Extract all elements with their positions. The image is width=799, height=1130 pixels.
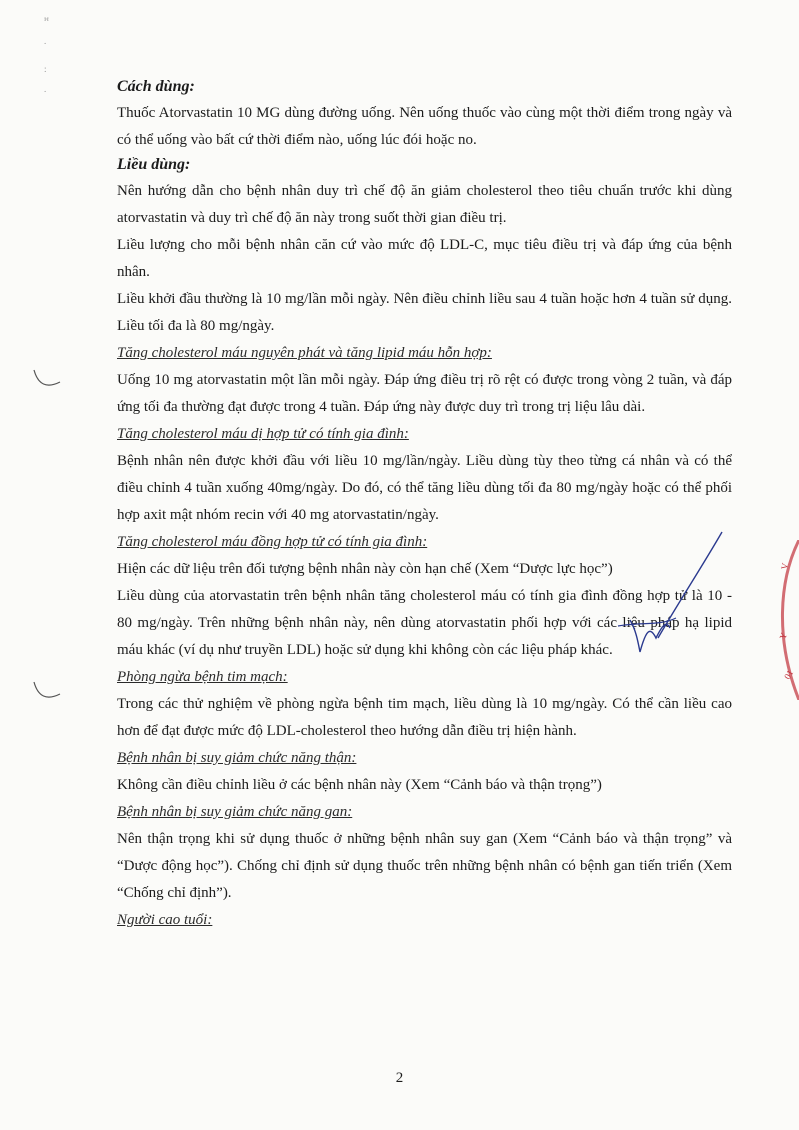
section-heading: Liều dùng: (117, 156, 191, 173)
paragraph: Thuốc Atorvastatin 10 MG dùng đường uống. Nên uống thuốc vào cùng một thời điểm trong ngày và có thể uống vào bất cứ thời điểm nào, uống lúc đói hoặc no. (117, 105, 732, 148)
svg-text:V: V (779, 562, 791, 571)
page-number: 2 (395, 1070, 404, 1086)
svg-text:01: 01 (782, 668, 796, 681)
paragraph: Nên hướng dẫn cho bệnh nhân duy trì chế độ ăn giảm cholesterol theo tiêu chuẩn trước khi dùng atorvastatin và duy trì chế độ ăn này trong suốt thời gian điều trị. (117, 183, 732, 226)
scan-margin-marks (20, 10, 80, 730)
paragraph: Bệnh nhân nên được khởi đầu với liều 10 mg/lần/ngày. Liều dùng tùy theo từng cá nhân và có thể điều chỉnh 4 tuần xuống 40mg/ngày. Do đó, có thể tăng liều dùng tối đa 80 mg/ngày hoặc có thể phối hợp axit mật nhóm recin với 40 mg atorvastatin/ngày. (117, 453, 732, 523)
paragraph: Uống 10 mg atorvastatin một lần mỗi ngày. Đáp ứng điều trị rõ rệt có được trong vòng 2 tuần, và đáp ứng tối đa thường đạt được trong 4 tuần. Đáp ứng này được duy trì trong trị liệu lâu dài. (117, 372, 732, 415)
handwritten-signature (610, 530, 740, 670)
subsection-heading: Người cao tuổi: (117, 912, 213, 928)
svg-text:Y: Y (777, 631, 790, 641)
paragraph: Liều dùng của atorvastatin trên bệnh nhân tăng cholesterol máu có tính gia đình đồng hợp tử là 10 - 80 mg/ngày. Trên những bệnh nhân này, nên dùng atorvastatin phối hợp với các liệu pháp hạ lipid máu khác (ví dụ như truyền LDL) hoặc sử dụng khi không còn các liệu pháp khác. (117, 588, 732, 658)
paragraph: Không cần điều chỉnh liều ở các bệnh nhân này (Xem “Cảnh báo và thận trọng”) (117, 777, 602, 793)
subsection-heading: Tăng cholesterol máu dị hợp tử có tính gia đình: (117, 426, 409, 442)
paragraph: Trong các thử nghiệm về phòng ngừa bệnh tim mạch, liều dùng là 10 mg/ngày. Có thể cần liều cao hơn để đạt được mức độ LDL-cholesterol theo hướng dẫn điều trị hiện hành. (117, 696, 732, 739)
subsection-heading: Phòng ngừa bệnh tim mạch: (117, 669, 288, 685)
subsection-heading: Tăng cholesterol máu đồng hợp tử có tính gia đình: (117, 534, 428, 550)
subsection-heading: Tăng cholesterol máu nguyên phát và tăng lipid máu hỗn hợp: (117, 345, 492, 361)
svg-text:ꟸ: ꟸ (44, 16, 49, 26)
paragraph: Liều khởi đầu thường là 10 mg/lần mỗi ngày. Nên điều chỉnh liều sau 4 tuần hoặc hơn 4 tuần sử dụng. Liều tối đa là 80 mg/ngày. (117, 291, 732, 334)
svg-text:.: . (44, 36, 47, 46)
document-body (117, 76, 732, 934)
subsection-heading: Bệnh nhân bị suy giảm chức năng thận: (117, 750, 357, 766)
svg-text:.: . (44, 84, 47, 94)
svg-text::: : (44, 64, 47, 74)
subsection-heading: Bệnh nhân bị suy giảm chức năng gan: (117, 804, 353, 820)
paragraph: Hiện các dữ liệu trên đối tượng bệnh nhân này còn hạn chế (Xem “Dược lực học”) (117, 561, 613, 577)
section-heading: Cách dùng: (117, 78, 195, 95)
red-stamp-fragment (769, 540, 799, 700)
paragraph: Nên thận trọng khi sử dụng thuốc ở những bệnh nhân suy gan (Xem “Cảnh báo và thận trọng” và “Dược động học”). Chống chỉ định sử dụng thuốc trên những bệnh nhân có bệnh gan tiến triển (Xem “Chống chỉ định”). (117, 831, 732, 901)
paragraph: Liều lượng cho mỗi bệnh nhân căn cứ vào mức độ LDL-C, mục tiêu điều trị và đáp ứng của bệnh nhân. (117, 237, 732, 280)
